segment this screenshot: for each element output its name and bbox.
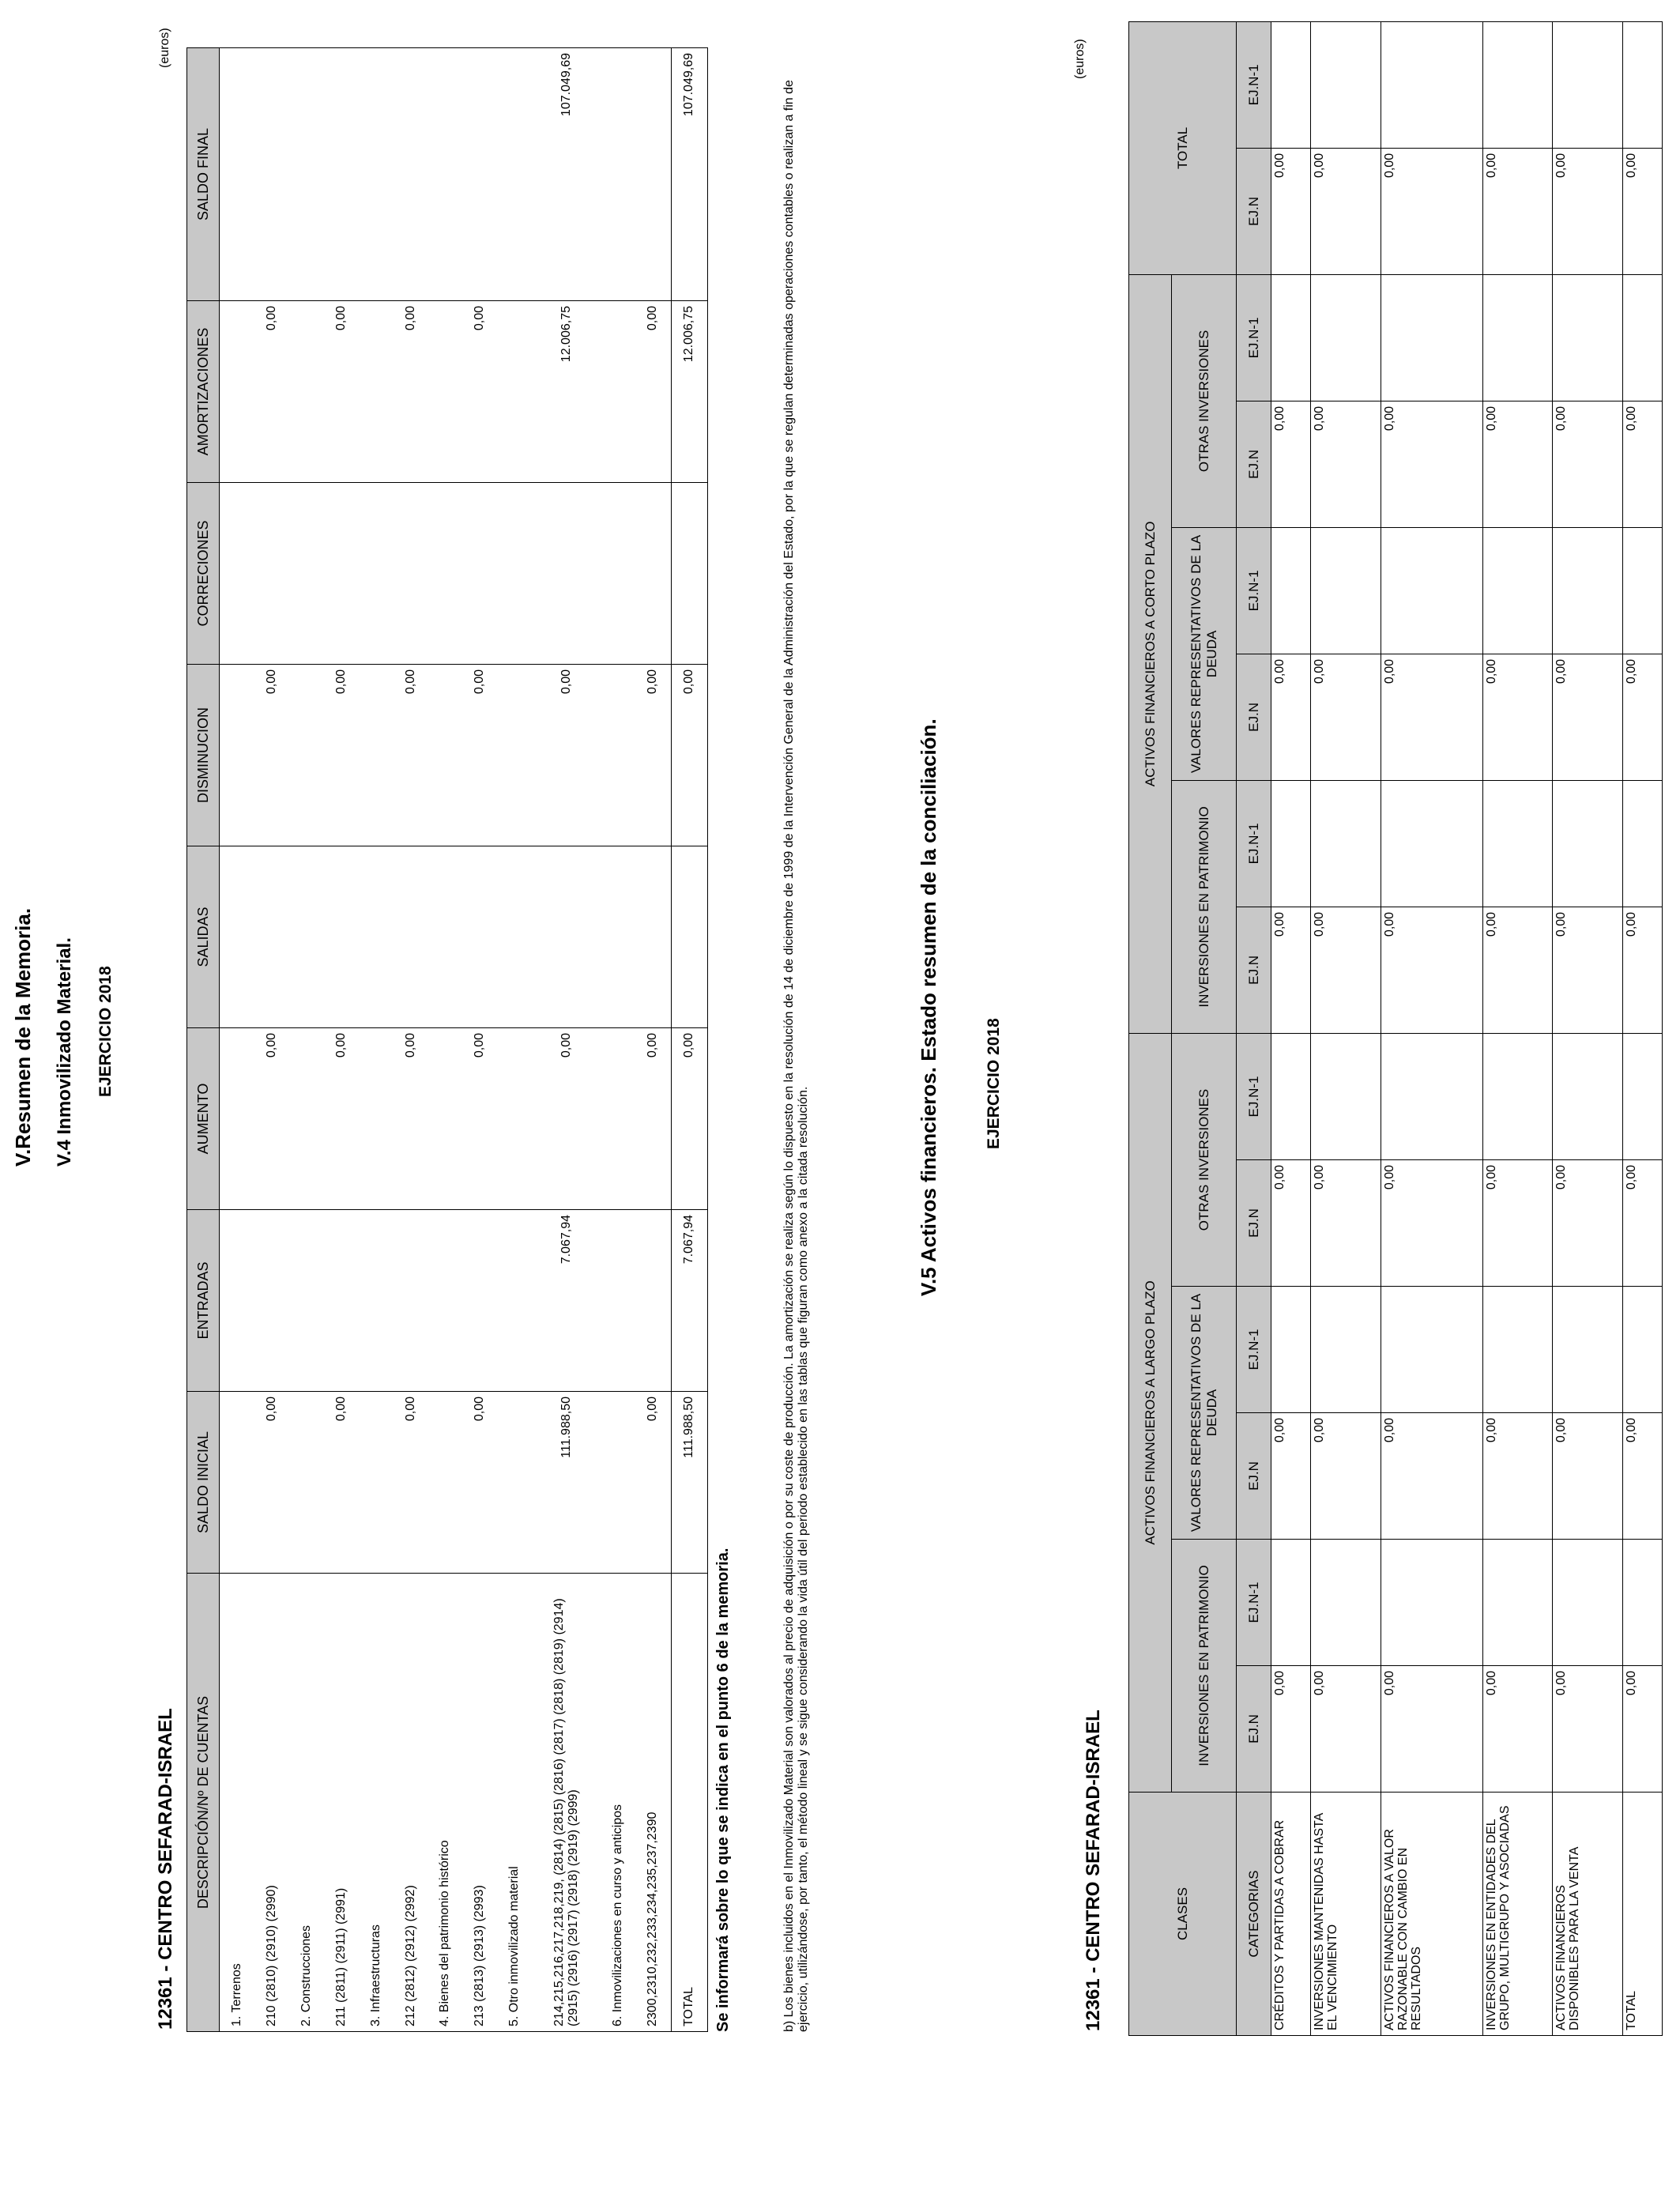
cell-value (1622, 1033, 1662, 1159)
cell-value (324, 1210, 359, 1392)
cell-value (428, 1210, 462, 1392)
cell-value (1311, 1287, 1381, 1413)
cell-value: 0,00 (1271, 1160, 1311, 1287)
inmovilizado-table (186, 47, 708, 2032)
cell-value (497, 665, 532, 846)
column-header: DESCRIPCIÓN/Nº DE CUENTAS (187, 1574, 220, 2032)
cell-value: 0,00 (671, 665, 707, 846)
cell-value (359, 665, 394, 846)
row-description: 210 (2810) (2910) (2990) (255, 1574, 290, 2032)
cell-value (1482, 780, 1552, 907)
cell-value: 0,00 (1553, 1160, 1622, 1287)
cell-value: 0,00 (635, 301, 671, 483)
cell-value: 0,00 (1482, 907, 1552, 1033)
cell-value (1311, 1540, 1381, 1666)
table-row (462, 48, 497, 2032)
cell-value (220, 1392, 255, 1574)
cell-value: 0,00 (1381, 148, 1482, 274)
cell-value: 0,00 (255, 301, 290, 483)
cell-value (1482, 527, 1552, 654)
cell-value (428, 483, 462, 665)
cell-value (1622, 780, 1662, 907)
table-row (220, 48, 255, 2032)
cell-value (289, 48, 324, 301)
cp-valores-deuda: VALORES REPRESENTATIVOS DE LA DEUDA (1172, 527, 1237, 780)
column-header: AMORTIZACIONES (187, 301, 220, 483)
cell-value: 0,00 (1553, 148, 1622, 274)
row-description: 2. Construcciones (289, 1574, 324, 2032)
cell-value: 0,00 (1622, 907, 1662, 1033)
table-row (324, 48, 359, 2032)
cell-value (1482, 274, 1552, 401)
cell-value (635, 846, 671, 1028)
table-row (532, 48, 601, 2032)
row-category: INVERSIONES EN ENTIDADES DEL GRUPO, MULTIGRUPO Y ASOCIADAS (1482, 1793, 1552, 2036)
cell-value (1622, 527, 1662, 654)
cell-value: 0,00 (394, 665, 428, 846)
ej-n-1-header: EJ.N-1 (1237, 780, 1271, 907)
row-category: ACTIVOS FINANCIEROS A VALOR RAZONABLE CON CAMBIO EN RESULTADOS (1381, 1793, 1482, 2036)
cell-value (497, 483, 532, 665)
cell-value (601, 48, 635, 301)
cell-value (1482, 1033, 1552, 1159)
cell-value (394, 48, 428, 301)
table-row (394, 48, 428, 2032)
cell-value (1381, 1540, 1482, 1666)
cell-value: 0,00 (635, 665, 671, 846)
cell-value: 0,00 (1271, 148, 1311, 274)
cell-value (671, 483, 707, 665)
cell-value: 0,00 (1622, 1666, 1662, 1793)
cell-value (289, 846, 324, 1028)
cell-value (1381, 1033, 1482, 1159)
cell-value (1482, 1287, 1552, 1413)
cell-value: 0,00 (1311, 401, 1381, 527)
table-row (1482, 21, 1552, 2035)
cell-value (359, 1028, 394, 1210)
cell-value: 0,00 (1482, 1160, 1552, 1287)
ej-n-header: EJ.N (1237, 907, 1271, 1033)
units-label: (euros) (158, 28, 171, 68)
column-header: DISMINUCION (187, 665, 220, 846)
ejercicio-label: EJERCICIO 2018 (96, 966, 115, 1097)
cell-value: 0,00 (1381, 1413, 1482, 1540)
table-header-row (187, 48, 220, 2032)
cell-value: 0,00 (1553, 907, 1622, 1033)
cell-value: 0,00 (1482, 1666, 1552, 1793)
cell-value: 0,00 (532, 665, 601, 846)
row-description: 5. Otro inmovilizado material (497, 1574, 532, 2032)
cell-value: 0,00 (1553, 401, 1622, 527)
cell-value (1311, 274, 1381, 401)
cell-value: 0,00 (635, 1028, 671, 1210)
cell-value: 0,00 (255, 1392, 290, 1574)
cell-value (601, 846, 635, 1028)
section-v5-title: V.5 Activos financieros. Estado resumen de la conciliación. (917, 718, 940, 1296)
cell-value: 12.006,75 (532, 301, 601, 483)
cell-value (462, 1210, 497, 1392)
cell-value: 0,00 (1271, 1666, 1311, 1793)
cell-value: 0,00 (1311, 1413, 1381, 1540)
total-header: TOTAL (1129, 21, 1237, 274)
largo-plazo-header: ACTIVOS FINANCIEROS A LARGO PLAZO (1129, 1033, 1172, 1792)
cell-value (255, 48, 290, 301)
cell-value (532, 846, 601, 1028)
table-row (601, 48, 635, 2032)
cell-value (1553, 1540, 1622, 1666)
table-row (255, 48, 290, 2032)
cell-value (601, 1028, 635, 1210)
row-description: 211 (2811) (2911) (2991) (324, 1574, 359, 2032)
cell-value: 0,00 (324, 1028, 359, 1210)
table-row (671, 48, 707, 2032)
ej-n-1-header: EJ.N-1 (1237, 1540, 1271, 1666)
cell-value: 0,00 (1381, 907, 1482, 1033)
cell-value (1271, 1540, 1311, 1666)
cell-value (1622, 21, 1662, 148)
row-description: 3. Infraestructuras (359, 1574, 394, 2032)
cell-value (462, 483, 497, 665)
cell-value (220, 301, 255, 483)
row-category: CRÉDITOS Y PARTIDAS A COBRAR (1271, 1793, 1311, 2036)
ej-n-header: EJ.N (1237, 654, 1271, 780)
cell-value (289, 483, 324, 665)
units-label-v5: (euros) (1073, 39, 1087, 79)
cell-value: 107.049,69 (532, 48, 601, 301)
ej-n-header: EJ.N (1237, 1413, 1271, 1540)
row-description: 1. Terrenos (220, 1574, 255, 2032)
page-title: V.Resumen de la Memoria. (11, 907, 35, 1167)
row-description: 214,215,216,217,218,219, (2814) (2815) (2816) (2817) (2818) (2819) (2914) (2915) (2916) (2917) (2918) (2919) (2999) (532, 1574, 601, 2032)
cell-value (1622, 1540, 1662, 1666)
cell-value: 0,00 (462, 1028, 497, 1210)
cell-value (1271, 527, 1311, 654)
row-description: 6. Inmovilizaciones en curso y anticipos (601, 1574, 635, 2032)
cell-value: 0,00 (1622, 1160, 1662, 1287)
cell-value (1271, 21, 1311, 148)
cell-value (1381, 1287, 1482, 1413)
cell-value (635, 483, 671, 665)
cell-value: 0,00 (1622, 401, 1662, 527)
cell-value (1482, 21, 1552, 148)
ej-n-header: EJ.N (1237, 1160, 1271, 1287)
cell-value (1311, 21, 1381, 148)
cell-value (359, 1210, 394, 1392)
cell-value: 0,00 (1622, 654, 1662, 780)
activos-financieros-table (1128, 21, 1663, 2036)
note-b: b) Los bienes incluidos en el Inmovilizado Material son valorados al precio de adquisición o por su coste de producción. La amortización se realiza según lo dispuesto en la resolución de 14 de diciembre de 1999 de la Intervención General de la Administración del Estado, por la que se regulan determinadas operaciones contables o realizan a fin de ejercicio, utilizándose, por tanto, el método lineal y se sigue considerando la vida útil del periodo establecido en las tablas que figuran como anexo a la citada resolución. (782, 80, 810, 2032)
cell-value (220, 1028, 255, 1210)
cell-value (1482, 1540, 1552, 1666)
row-description: 4. Bienes del patrimonio histórico (428, 1574, 462, 2032)
cell-value (324, 846, 359, 1028)
cell-value: 0,00 (1311, 654, 1381, 780)
cell-value (601, 483, 635, 665)
cell-value (532, 483, 601, 665)
table-row (1271, 21, 1311, 2035)
cell-value: 0,00 (255, 1028, 290, 1210)
cell-value: 0,00 (1553, 1666, 1622, 1793)
cell-value (1553, 780, 1622, 907)
cell-value: 0,00 (1381, 654, 1482, 780)
cell-value (220, 483, 255, 665)
cell-value: 0,00 (1271, 401, 1311, 527)
cell-value (601, 1392, 635, 1574)
ejercicio-v5-label: EJERCICIO 2018 (985, 1018, 1003, 1149)
cell-value (601, 301, 635, 483)
entity-name: 12361 - CENTRO SEFARAD-ISRAEL (155, 1708, 176, 2030)
cell-value (428, 1392, 462, 1574)
cell-value: 0,00 (1271, 1413, 1311, 1540)
corto-plazo-header: ACTIVOS FINANCIEROS A CORTO PLAZO (1129, 274, 1172, 1033)
cell-value (1271, 1033, 1311, 1159)
table-row (1311, 21, 1381, 2035)
cell-value: 7.067,94 (671, 1210, 707, 1392)
cell-value (1553, 1033, 1622, 1159)
cell-value: 107.049,69 (671, 48, 707, 301)
cell-value (1311, 780, 1381, 907)
cell-value: 0,00 (1553, 654, 1622, 780)
cell-value (462, 846, 497, 1028)
footnote-bold: Se informará sobre lo que se indica en el punto 6 de la memoria. (714, 1547, 732, 2032)
cell-value (1622, 274, 1662, 401)
cell-value: 0,00 (324, 301, 359, 483)
lp-valores-deuda: VALORES REPRESENTATIVOS DE LA DEUDA (1172, 1287, 1237, 1540)
cell-value: 111.988,50 (532, 1392, 601, 1574)
table-row (635, 48, 671, 2032)
cell-value (1311, 1033, 1381, 1159)
cell-value (462, 48, 497, 301)
cell-value (255, 1210, 290, 1392)
table-row (497, 48, 532, 2032)
cell-value (601, 665, 635, 846)
table-row (1381, 21, 1482, 2035)
row-description: 213 (2813) (2913) (2993) (462, 1574, 497, 2032)
cell-value (289, 1392, 324, 1574)
cell-value: 0,00 (671, 1028, 707, 1210)
cell-value (497, 1210, 532, 1392)
ej-n-1-header: EJ.N-1 (1237, 21, 1271, 148)
cell-value: 0,00 (1311, 148, 1381, 274)
cell-value (1381, 274, 1482, 401)
cell-value: 0,00 (532, 1028, 601, 1210)
cell-value (289, 301, 324, 483)
cell-value (359, 483, 394, 665)
cell-value: 0,00 (1482, 401, 1552, 527)
cell-value (601, 1210, 635, 1392)
row-category: ACTIVOS FINANCIEROS DISPONIBLES PARA LA VENTA (1553, 1793, 1622, 2036)
cell-value (255, 483, 290, 665)
cell-value (1622, 1287, 1662, 1413)
cell-value: 0,00 (1553, 1413, 1622, 1540)
column-header: SALDO FINAL (187, 48, 220, 301)
cell-value: 7.067,94 (532, 1210, 601, 1392)
cell-value (1311, 527, 1381, 654)
row-description: 2300,2310,232,233,234,235,237,2390 (635, 1574, 671, 2032)
entity-name-v5: 12361 - CENTRO SEFARAD-ISRAEL (1083, 1710, 1104, 2031)
cell-value: 0,00 (1622, 1413, 1662, 1540)
cell-value (359, 48, 394, 301)
cell-value (220, 665, 255, 846)
cell-value: 0,00 (255, 665, 290, 846)
cell-value: 0,00 (1622, 148, 1662, 274)
categorias-header: CATEGORIAS (1237, 1793, 1271, 2036)
ej-n-1-header: EJ.N-1 (1237, 527, 1271, 654)
cell-value (1553, 1287, 1622, 1413)
column-header: SALDO INICIAL (187, 1392, 220, 1574)
cell-value (497, 301, 532, 483)
cell-value (324, 483, 359, 665)
cell-value: 111.988,50 (671, 1392, 707, 1574)
cell-value (497, 1028, 532, 1210)
row-description: TOTAL (671, 1574, 707, 2032)
cell-value: 0,00 (1381, 1160, 1482, 1287)
cell-value (255, 846, 290, 1028)
table-row (428, 48, 462, 2032)
ej-n-header: EJ.N (1237, 148, 1271, 274)
cell-value: 0,00 (1381, 1666, 1482, 1793)
lp-otras-inversiones: OTRAS INVERSIONES (1172, 1033, 1237, 1286)
table-row (289, 48, 324, 2032)
cell-value (635, 1210, 671, 1392)
row-category: TOTAL (1622, 1793, 1662, 2036)
cell-value: 0,00 (394, 1392, 428, 1574)
cell-value (1381, 527, 1482, 654)
cell-value: 0,00 (394, 1028, 428, 1210)
cell-value (1553, 21, 1622, 148)
cell-value (428, 1028, 462, 1210)
cell-value: 0,00 (1482, 148, 1552, 274)
ej-n-header: EJ.N (1237, 401, 1271, 527)
table-row (1553, 21, 1622, 2035)
column-header: SALIDAS (187, 846, 220, 1028)
cell-value (394, 846, 428, 1028)
cp-inversiones-patrimonio: INVERSIONES EN PATRIMONIO (1172, 780, 1237, 1033)
clases-header: CLASES (1129, 1793, 1237, 2036)
cell-value (497, 846, 532, 1028)
cell-value (394, 1210, 428, 1392)
cell-value (289, 1210, 324, 1392)
cell-value: 0,00 (1311, 907, 1381, 1033)
column-header: CORRECIONES (187, 483, 220, 665)
ej-n-1-header: EJ.N-1 (1237, 1033, 1271, 1159)
cell-value: 0,00 (462, 1392, 497, 1574)
cell-value (671, 846, 707, 1028)
cell-value: 0,00 (394, 301, 428, 483)
cell-value: 0,00 (635, 1392, 671, 1574)
cell-value (428, 48, 462, 301)
cell-value (497, 1392, 532, 1574)
cell-value (1553, 527, 1622, 654)
cell-value: 0,00 (1271, 654, 1311, 780)
table-row (1622, 21, 1662, 2035)
table-row (359, 48, 394, 2032)
cell-value: 0,00 (1381, 401, 1482, 527)
cell-value (1381, 21, 1482, 148)
cell-value (428, 665, 462, 846)
cell-value: 0,00 (462, 301, 497, 483)
cell-value (220, 846, 255, 1028)
cell-value: 0,00 (1311, 1666, 1381, 1793)
cell-value (289, 665, 324, 846)
cell-value: 0,00 (324, 1392, 359, 1574)
cell-value: 0,00 (324, 665, 359, 846)
cell-value (289, 1028, 324, 1210)
cell-value (1381, 780, 1482, 907)
cp-otras-inversiones: OTRAS INVERSIONES (1172, 274, 1237, 527)
cell-value (497, 48, 532, 301)
cell-value (394, 483, 428, 665)
cell-value: 0,00 (1271, 907, 1311, 1033)
cell-value (220, 48, 255, 301)
cell-value: 0,00 (1482, 654, 1552, 780)
cell-value: 0,00 (462, 665, 497, 846)
cell-value (1553, 274, 1622, 401)
column-header: ENTRADAS (187, 1210, 220, 1392)
row-description: 212 (2812) (2912) (2992) (394, 1574, 428, 2032)
cell-value: 12.006,75 (671, 301, 707, 483)
cell-value: 0,00 (1482, 1413, 1552, 1540)
cell-value (428, 301, 462, 483)
cell-value: 0,00 (1311, 1160, 1381, 1287)
cell-value (359, 301, 394, 483)
cell-value (220, 1210, 255, 1392)
cell-value (428, 846, 462, 1028)
lp-inversiones-patrimonio: INVERSIONES EN PATRIMONIO (1172, 1540, 1237, 1793)
cell-value (1271, 1287, 1311, 1413)
section-v4-title: V.4 Inmovilizado Material. (54, 937, 75, 1167)
ej-n-1-header: EJ.N-1 (1237, 1287, 1271, 1413)
cell-value (635, 48, 671, 301)
ej-n-header: EJ.N (1237, 1666, 1271, 1793)
ej-n-1-header: EJ.N-1 (1237, 274, 1271, 401)
cell-value (359, 1392, 394, 1574)
cell-value (324, 48, 359, 301)
cell-value (359, 846, 394, 1028)
cell-value (1271, 780, 1311, 907)
column-header: AUMENTO (187, 1028, 220, 1210)
cell-value (1271, 274, 1311, 401)
row-category: INVERSIONES MANTENIDAS HASTA EL VENCIMIENTO (1311, 1793, 1381, 2036)
